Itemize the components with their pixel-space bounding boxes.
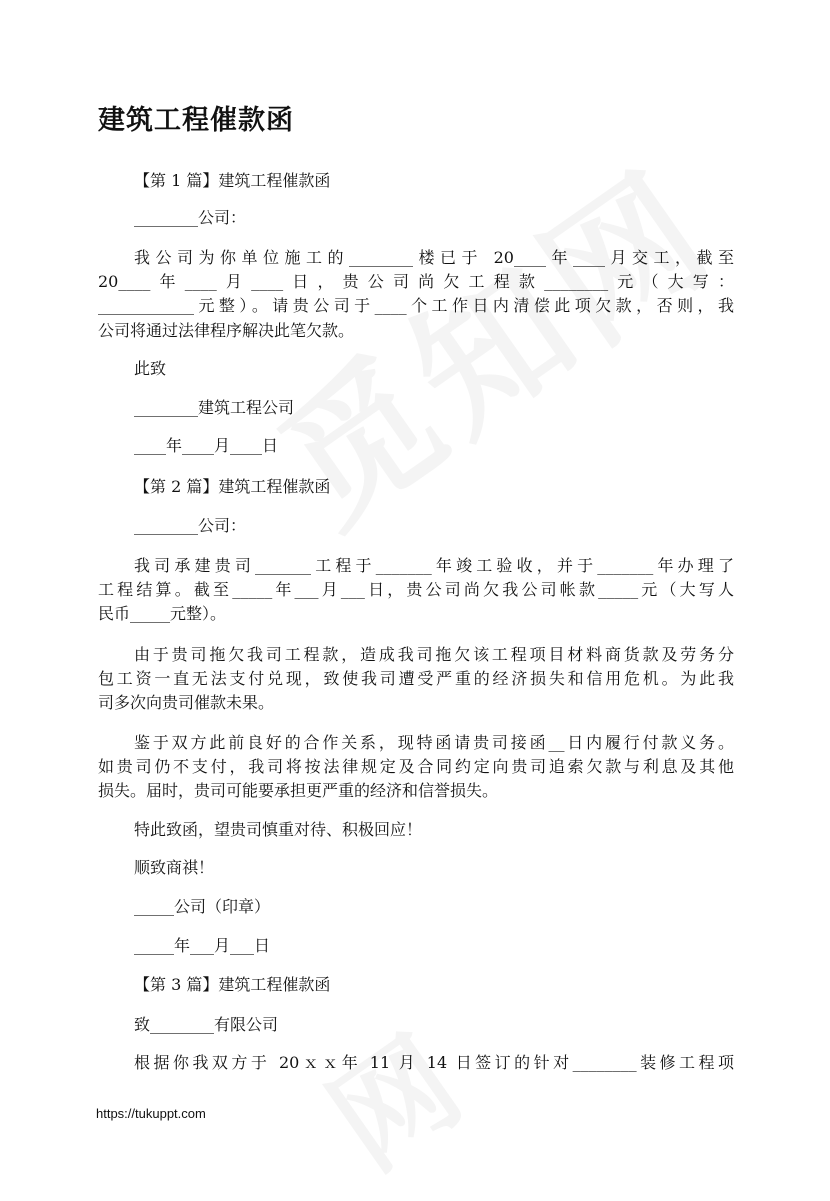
signature-date: ____年____月____日 <box>134 436 279 455</box>
salutation: ________公司： <box>134 208 247 227</box>
signature-company: _____公司（印章） <box>134 897 271 916</box>
signature-date: _____年___月___日 <box>134 936 271 955</box>
paragraph-line: 我司承建贵司_______工程于_______年竣工验收，并于_______年办理了 <box>134 556 734 575</box>
closing: 特此致函，望贵司慎重对待、积极回应！ <box>134 820 423 839</box>
salutation: 致________有限公司 <box>134 1015 279 1034</box>
paragraph-line: 如贵司仍不支付，我司将按法律规定及合同约定向贵司追索欠款与利息及其他 <box>98 757 734 776</box>
salutation: ________公司： <box>134 516 247 535</box>
paragraph-line: 根据你我双方于 20ｘｘ年 11 月 14 日签订的针对________装修工程项 <box>134 1053 734 1072</box>
signature-company: ________建筑工程公司 <box>134 398 295 417</box>
paragraph-line: 由于贵司拖欠我司工程款，造成我司拖欠该工程项目材料商货款及劳务分 <box>134 645 734 664</box>
paragraph-line: ____________元整）。请贵公司于____个工作日内清偿此项欠款，否则，我 <box>98 296 734 315</box>
paragraph-line: 公司将通过法律程序解决此笔欠款。 <box>98 321 355 340</box>
closing: 此致 <box>134 359 167 378</box>
closing: 顺致商祺！ <box>134 858 215 877</box>
section-heading-1: 【第 1 篇】建筑工程催款函 <box>134 171 331 190</box>
paragraph-line: 包工资一直无法支付兑现，致使我司遭受严重的经济损失和信用危机。为此我 <box>98 669 734 688</box>
paragraph-line: 司多次向贵司催款未果。 <box>98 693 275 712</box>
section-heading-3: 【第 3 篇】建筑工程催款函 <box>134 975 331 994</box>
page-title: 建筑工程催款函 <box>98 105 294 136</box>
paragraph-line: 鉴于双方此前良好的合作关系，现特函请贵司接函__日内履行付款义务。 <box>134 733 734 752</box>
section-heading-2: 【第 2 篇】建筑工程催款函 <box>134 477 331 496</box>
paragraph-line: 20____年____月____日，贵公司尚欠工程款________元（大写： <box>98 272 734 291</box>
paragraph-line: 损失。届时，贵司可能要承担更严重的经济和信誉损失。 <box>98 781 499 800</box>
paragraph-line: 民币_____元整）。 <box>98 604 227 623</box>
paragraph-line: 我公司为你单位施工的________楼已于 20____年____月交工，截至 <box>134 248 734 267</box>
footer-link[interactable]: https://tukuppt.com <box>96 1106 206 1121</box>
paragraph-line: 工程结算。截至_____年___月___日，贵公司尚欠我公司帐款_____元（大写人 <box>98 580 734 599</box>
